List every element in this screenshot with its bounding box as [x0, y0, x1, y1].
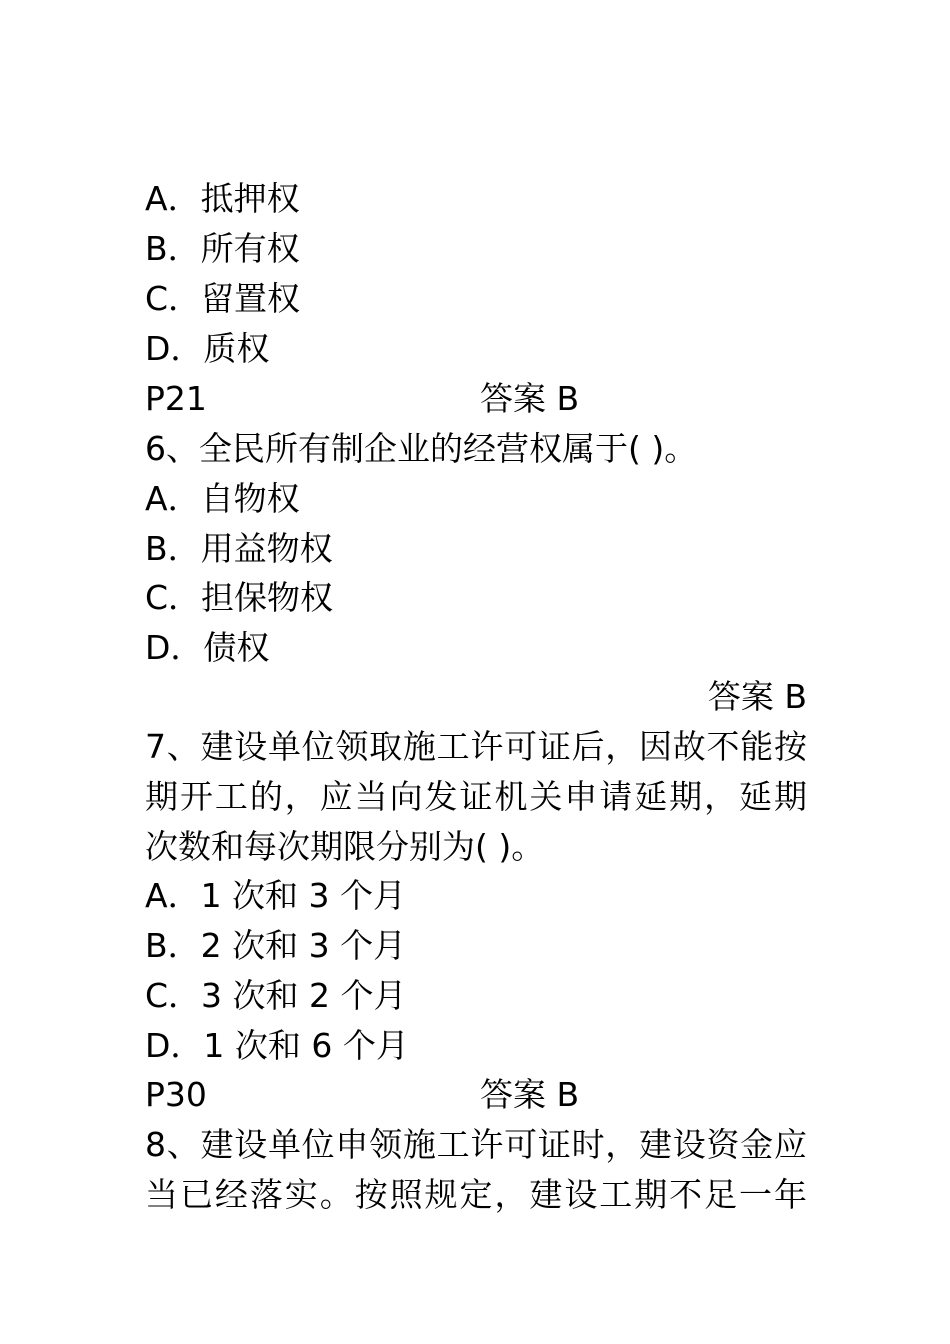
q5-answer: 答案 B [480, 379, 580, 418]
q7-option-d: D．1 次和 6 个月 [145, 1026, 409, 1065]
q6-answer-row [145, 672, 807, 722]
q7-reference-answer-row [145, 1070, 807, 1120]
q5-option-a: A．抵押权 [145, 179, 300, 218]
q6-answer: 答案 B [707, 677, 807, 716]
q8-stem-line-2: 当已经落实。按照规定，建设工期不足一年 [145, 1175, 807, 1214]
q7-stem-line-2: 期开工的，应当向发证机关申请延期，延期 [145, 777, 807, 816]
q6-option-d: D．债权 [145, 628, 270, 667]
q5-page-reference: P21 [145, 379, 207, 418]
q6-stem: 6、全民所有制企业的经营权属于( )。 [145, 429, 698, 468]
q6-option-b: B．用益物权 [145, 529, 333, 568]
q7-stem-line-1: 7、建设单位领取施工许可证后，因故不能按 [145, 727, 807, 766]
q6-option-c: C．担保物权 [145, 578, 334, 617]
q7-option-c: C．3 次和 2 个月 [145, 976, 407, 1015]
q7-option-b: B．2 次和 3 个月 [145, 926, 407, 965]
q5-option-d: D．质权 [145, 329, 270, 368]
q7-stem-line-3: 次数和每次期限分别为( )。 [145, 827, 545, 866]
q7-option-a: A．1 次和 3 个月 [145, 876, 407, 915]
q5-option-c: C．留置权 [145, 279, 301, 318]
q7-page-reference: P30 [145, 1075, 207, 1114]
q5-option-b: B．所有权 [145, 229, 300, 268]
q6-option-a: A．自物权 [145, 479, 300, 518]
q5-reference-answer-row [145, 374, 807, 424]
q8-stem-line-1: 8、建设单位申领施工许可证时，建设资金应 [145, 1125, 807, 1164]
q7-answer: 答案 B [480, 1075, 580, 1114]
